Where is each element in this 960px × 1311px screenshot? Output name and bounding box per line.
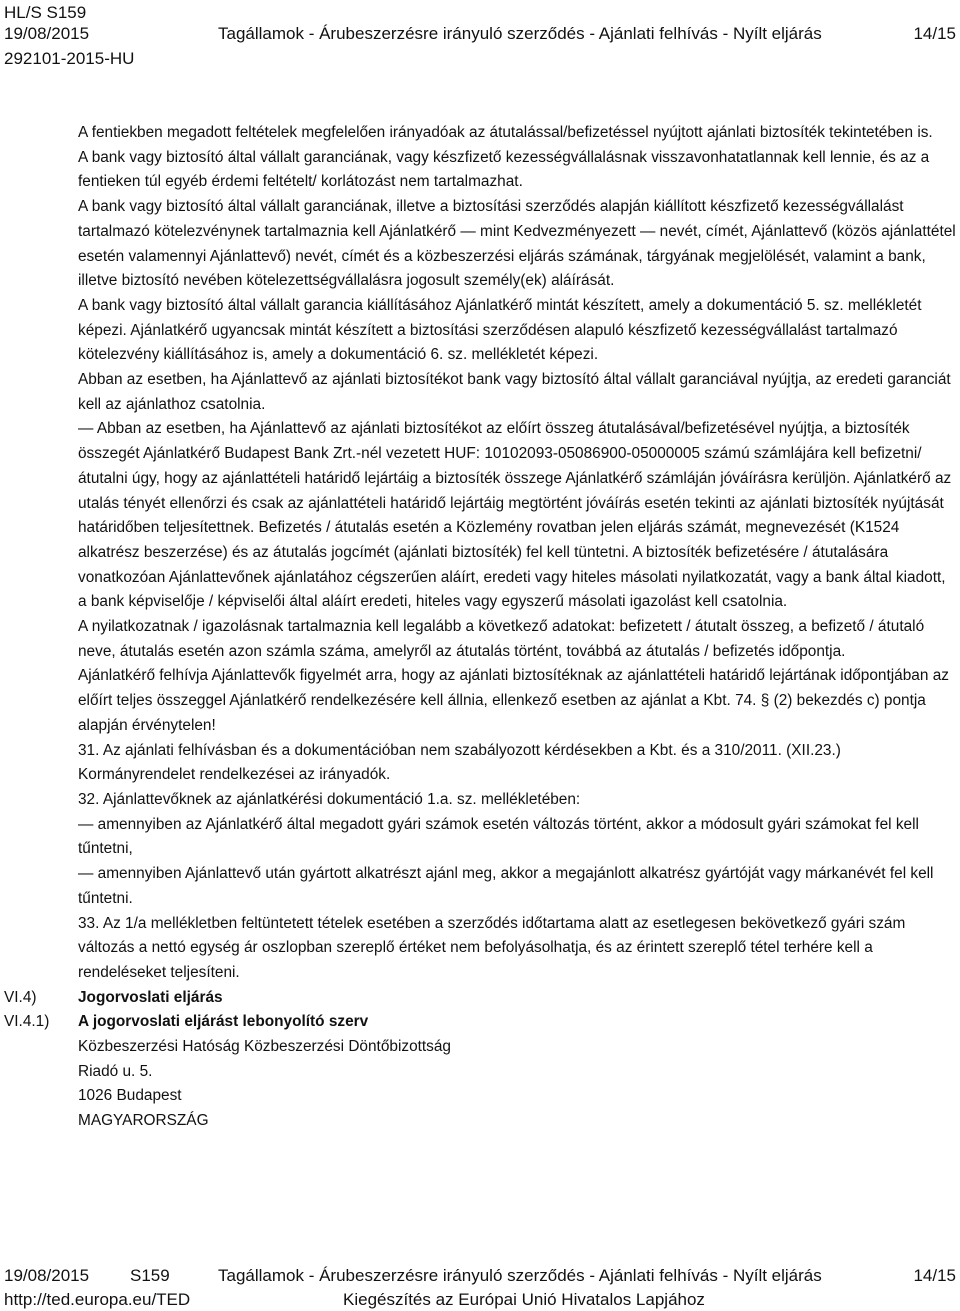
- header-title: Tagállamok - Árubeszerzésre irányuló szerződés - Ajánlati felhívás - Nyílt eljárás: [218, 24, 822, 43]
- section-vi4-title: Jogorvoslati eljárás: [78, 988, 223, 1006]
- footer-page-number: 14/15: [913, 1266, 956, 1285]
- footer-series: S159: [130, 1266, 170, 1285]
- page-header: [0, 0, 960, 75]
- body-paragraph: Abban az esetben, ha Ajánlattevő az ajánlati biztosítékot bank vagy biztosító által vállalt garanciával nyújtja, az eredeti garanciát kell az ajánlathoz csatolnia.: [78, 371, 951, 413]
- body-paragraph: 32. Ajánlattevőknek az ajánlatkérési dokumentáció 1.a. sz. mellékletében:: [78, 790, 581, 808]
- footer-title: Tagállamok - Árubeszerzésre irányuló szerződés - Ajánlati felhívás - Nyílt eljárás: [218, 1266, 822, 1285]
- body-paragraph: A nyilatkozatnak / igazolásnak tartalmaznia kell legalább a következő adatokat: befizetett / átutalt összeg, a befizető / átutaló neve, átutalás esetén azon számla száma, amelyről az átutalás történt, továbbá az átutalás / befizetés időpontja.: [78, 618, 925, 660]
- body-paragraph: Ajánlatkérő felhívja Ajánlattevők figyelmét arra, hogy az ajánlati biztosítéknak az ajánlattételi határidő lejártának időpontjában az előírt teljes összeggel Ajánlatkérő rendelkezésére kell állnia, ellenkező esetben az ajánlat a Kbt. 74. § (2) bekezdés c) pontja alapján érvénytelen!: [78, 667, 949, 734]
- body-paragraph: A bank vagy biztosító által vállalt garancia kiállításához Ajánlatkérő mintát készített, amely a dokumentáció 5. sz. mellékletét képezi. Ajánlatkérő ugyancsak mintát készített a biztosítási szerződésen alapuló készfizető kezességvállalást tartalmazó kötelezvény kiállításához is, amely a dokumentáció 6. sz. mellékletét képezi.: [78, 296, 922, 364]
- body-paragraph: A bank vagy biztosító által vállalt garanciának, illetve a biztosítási szerződés alapján kiállított készfizető kezességvállalást tartalmazó kötelezvénynek tartalmaznia kell Ajánlatkérő — mint Kedvezményezett — nevét, címét, Ajánlattevő (közös ajánlattétel esetén valamennyi Ajánlattevő) nevét, címét és a közbeszerzési eljárás számának, tárgyának megjelölését, valamint a bank, illetve biztosító nevében kötelezettségvállalásra jogosult személy(ek) aláírását.: [78, 198, 956, 290]
- header-date: 19/08/2015: [4, 24, 90, 43]
- document-body: [78, 121, 956, 1134]
- section-vi41-title: A jogorvoslati eljárást lebonyolító szerv: [78, 1013, 369, 1031]
- footer-date: 19/08/2015: [4, 1266, 90, 1285]
- section-vi4-number: VI.4): [4, 989, 37, 1006]
- body-paragraph: 31. Az ajánlati felhívásban és a dokumentációban nem szabályozott kérdésekben a Kbt. és a 310/2011. (XII.23.) Kormányrendelet rendelkezései az irányadók.: [78, 741, 841, 784]
- header-series: HL/S S159: [4, 3, 87, 22]
- address-line: 1026 Budapest: [78, 1087, 182, 1105]
- body-paragraph: — Abban az esetben, ha Ajánlattevő az ajánlati biztosítékot az előírt összeg átutalásával/befizetésével nyújtja, a biztosíték összegét Ajánlatkérő Budapest Bank Zrt.-nél vezetett HUF: 10102093-05086900-05000005 számú számlájára kell befizetni/átutalni úgy, hogy az ajánlattételi határidő lejártáig a biztosíték összege Ajánlatkérő számláján jóváírásra kerüljön. Ajánlatkérő az utalás tényét ellenőrzi és csak az ajánlattételi határidő lejártáig megtörtént jóváírás esetén tekinti az ajánlati biztosíték nyújtását határidőben teljesítettnek. Befizetés / átutalás esetén a Közlemény rovatban jelen eljárás számát, megnevezését (K1524 alkatrész beszerzése) és az átutalás jogcímét (ajánlati biztosíték) fel kell tüntetni. A biztosíték befizetésére / átutalására vonatkozóan Ajánlattevőnek ajánlatához cégszerűen aláírt, eredeti vagy hiteles másolati nyilatkozatát, vagy a bank által kiadott, a bank képviselője / képviselői által aláírt eredeti, hiteles vagy egyszerű másolati igazolást kell csatolnia.: [78, 420, 952, 611]
- footer-publication: Kiegészítés az Európai Unió Hivatalos Lapjához: [343, 1290, 705, 1309]
- body-paragraph: A fentiekben megadott feltételek megfelelően irányadóak az átutalással/befizetéssel nyújtott ajánlati biztosíték tekintetében is.: [78, 124, 933, 141]
- header-page-number: 14/15: [913, 24, 956, 43]
- address-line: Riadó u. 5.: [78, 1062, 153, 1080]
- page-footer: [0, 1262, 960, 1311]
- body-paragraph: — amennyiben az Ajánlatkérő által megadott gyári számok esetén változás történt, akkor a módosult gyári számokat fel kell tűntetni,: [78, 815, 919, 858]
- address-line: MAGYARORSZÁG: [78, 1112, 209, 1130]
- body-paragraph: — amennyiben Ajánlattevő után gyártott alkatrészt ajánl meg, akkor a megajánlott alkatrész gyártóját vagy márkanévét fel kell tűntetni.: [78, 865, 934, 907]
- body-paragraph: A bank vagy biztosító által vállalt garanciának, vagy készfizető kezességvállalásnak visszavonhatatlannak kell lennie, és az a fentieken túl egyéb érdemi feltételt/ korlátozást nem tartalmazhat.: [78, 148, 930, 191]
- body-paragraph: 33. Az 1/a mellékletben feltüntetett tételek esetében a szerződés időtartama alatt az esetlegesen bekövetkező gyári szám változás a nettó egység ár oszlopban szereplő értéket nem befolyásolhatja, és az érintett szereplő tétel terhére kell a rendeléseket teljesíteni.: [78, 914, 906, 981]
- section-vi41-number: VI.4.1): [4, 1013, 50, 1030]
- footer-url: http://ted.europa.eu/TED: [4, 1290, 191, 1309]
- header-doc-number: 292101-2015-HU: [4, 49, 135, 68]
- address-line: Közbeszerzési Hatóság Közbeszerzési Döntőbizottság: [78, 1038, 451, 1056]
